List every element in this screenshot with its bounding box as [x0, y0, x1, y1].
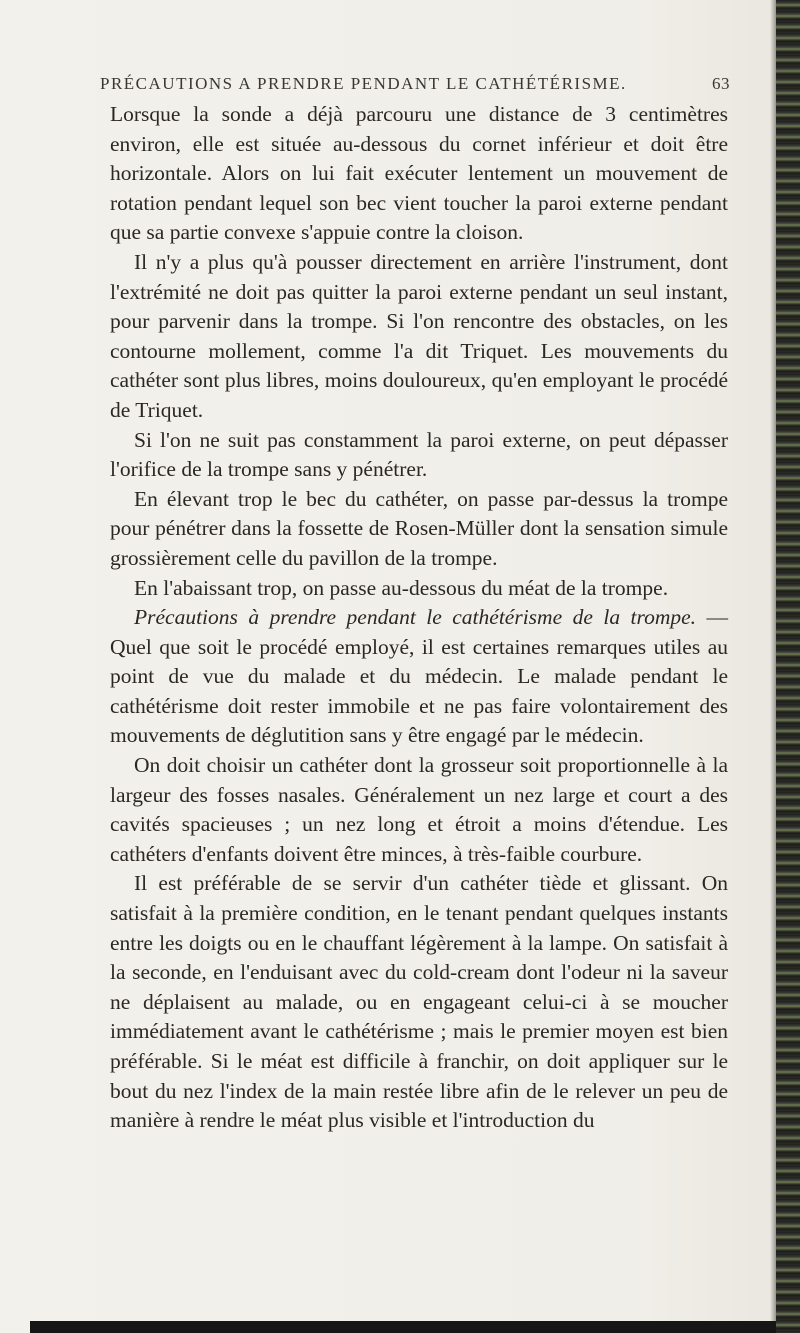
book-spine-edge [776, 0, 800, 1333]
section-dash: — [696, 605, 729, 630]
running-title: PRÉCAUTIONS A PRENDRE PENDANT LE CATHÉTÉRISME. [100, 74, 627, 93]
section-title: Précautions à prendre pendant le cathétérisme de la trompe. [134, 605, 697, 630]
paragraph: En élevant trop le bec du cathéter, on passe par-dessus la trompe pour pénétrer dans la fossette de Rosen-Müller dont la sensation simule grossièrement celle du pavillon de la trompe. [110, 486, 728, 570]
paragraph: On doit choisir un cathéter dont la grosseur soit proportionnelle à la largeur des fosses nasales. Généralement un nez large et court a des cavités spacieuses ; un nez long et étroit a moins d'étendue. Les cathéters d'enfants doivent être minces, à très-faible courbure. [110, 753, 728, 866]
body-text [110, 100, 728, 1136]
paragraph: En l'abaissant trop, on passe au-dessous du méat de la trompe. [134, 575, 669, 600]
running-header [100, 74, 730, 100]
paragraph: Lorsque la sonde a déjà parcouru une distance de 3 centimètres environ, elle est située au-dessous du cornet inférieur et doit être horizontale. Alors on lui fait exécuter lentement un mouvement de rotation pendant lequel son bec vient toucher la paroi externe pendant que sa partie convexe s'appuie contre la cloison. [110, 102, 728, 245]
page-number: 63 [712, 74, 730, 93]
scan-bottom-edge [30, 1321, 776, 1333]
section-text: Quel que soit le procédé employé, il est certaines remarques utiles au point de vue du malade et du médecin. Le malade pendant le cathétérisme doit rester immobile et ne pas faire volontairement des mouvements de déglutition sans y être engagé par le médecin. [110, 634, 728, 748]
paragraph: Il n'y a plus qu'à pousser directement en arrière l'instrument, dont l'extrémité ne doit pas quitter la paroi externe pendant un seul instant, pour parvenir dans la trompe. Si l'on rencontre des obstacles, on les contourne mollement, comme l'a dit Triquet. Les mouvements du cathéter sont plus libres, moins douloureux, qu'en employant le procédé de Triquet. [110, 249, 728, 422]
paragraph: Si l'on ne suit pas constamment la paroi externe, on peut dépasser l'orifice de la trompe sans y pénétrer. [110, 427, 728, 482]
section-paragraph [110, 603, 728, 751]
paragraph: Il est préférable de se servir d'un cathéter tiède et glissant. On satisfait à la première condition, en le tenant pendant quelques instants entre les doigts ou en le chauffant légèrement à la lampe. On satisfait à la seconde, en l'enduisant avec du cold-cream dont l'odeur ni la saveur ne déplaisent au malade, ou en engageant celui-ci à se moucher immédiatement avant le cathétérisme ; mais le premier moyen est bien préférable. Si le méat est difficile à franchir, on doit appliquer sur le bout du nez l'index de la main restée libre afin de le relever un peu de manière à rendre le méat plus visible et l'introduction du [110, 871, 728, 1133]
